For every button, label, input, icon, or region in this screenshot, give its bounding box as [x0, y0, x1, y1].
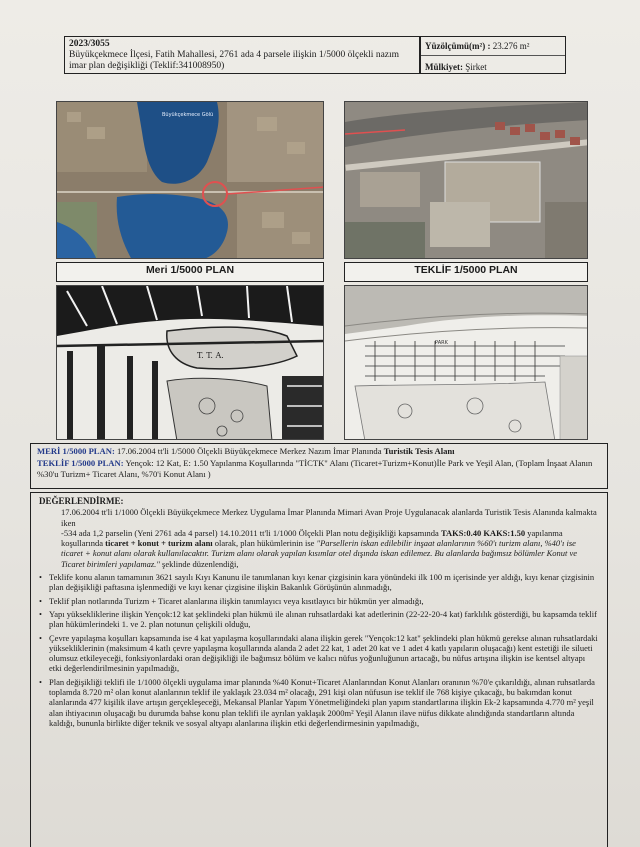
plan-summary-box: [30, 443, 608, 489]
existing-plan-map: [56, 285, 324, 440]
intro-functions: ticaret + konut + turizm alanı: [105, 538, 213, 549]
proposal-plan-caption: TEKLİF 1/5000 PLAN: [344, 262, 588, 282]
case-code: 2023/3055: [69, 39, 110, 49]
header-description-box: [64, 36, 420, 74]
existing-plan-tta-label: T. T. A.: [197, 351, 224, 360]
intro-line-2: -534 ada 1,2 parselin (Yeni 2761 ada 4 parsel) 14.10.2011 tt'li 1/1000 Ölçekli Plan notu değişikliği kapsamında: [61, 527, 439, 538]
proposal-plan-text: Yençok: 12 Kat, E: 1.50 Yapılanma Koşullarında "TİCTK" Alanı (Ticaret+Turizm+Konut)İle Park ve Yeşil Alan, (Toplam İnşaat Alanın %30'u Turizm+ Ticaret Alanı, %70'i Konut Alanı ): [37, 458, 593, 479]
area-row: [421, 37, 565, 55]
ownership-label: Mülkiyet:: [425, 62, 463, 72]
evaluation-box: [30, 492, 608, 847]
evaluation-bullet-plan-notes: • Teklif plan notlarında Turizm + Ticaret alanlarına ilişkin tanımlayıcı veya kısıtlayıcı bir hükmün yer almadığı,: [39, 596, 599, 606]
evaluation-title: DEĞERLENDİRME:: [39, 496, 124, 506]
existing-plan-caption: Meri 1/5000 PLAN: [56, 262, 324, 282]
proposal-park-label: PARK: [435, 340, 448, 346]
intro-line-1: 17.06.2004 tt'li 1/1000 Ölçekli Büyükçekmece Merkez Uygulama İmar Planında Mimari Avan Proje Uygulanacak alanlarda Turistik Tesis Alanında kalmakta iken: [61, 507, 597, 528]
ownership-value: Şirket: [465, 62, 487, 72]
evaluation-bullet-surroundings: • Çevre yapılaşma koşulları kapsamında ise 4 kat yapılaşma koşullarındaki alana ilişkin gerek "Yençok:12 kat" şeklindeki plan hükmü gerekse alınan ruhsatlardaki yüksekliklerinin (maksimum 4 katlı çevre yapılaşma koşullarında alanda 2 adet 22 kat, 1 adet 20 kat ve 1 adet 4 katlı yapıların oluşacağı) kent estetiği ile silueti olumsuz etkileyeceği, fonksiyonlardaki oran değişikliği ile bağımsız bölüm ve kalıcı nüfus yoğunluğunun artacağı, bu nüfus artışına ilişkin ise kentsel altyapı etki değerlendirilmesinin yapılmadığı,: [39, 633, 599, 674]
header-info-box: [420, 36, 566, 74]
intro-line-3: yapılanma koşullarında: [61, 527, 563, 549]
existing-plan-highlight: Turistik Tesis Alanı: [383, 446, 455, 456]
evaluation-bullet-building-height: • Yapı yüksekliklerine ilişkin Yençok:12 kat şeklindeki plan hükmü ile alınan ruhsatlardaki kat adetlerinin (22-22-20-4 kat) farklılık gösterdiği, bu kapsamda teklif plan hükümlerindeki 1. ve 2. plan notunun çelişkili olduğu,: [39, 609, 599, 630]
case-description: Büyükçekmece İlçesi, Fatih Mahallesi, 2761 ada 4 parsele ilişkin 1/5000 ölçekli nazım imar plan değişikliği (Teklif:341008950): [69, 50, 400, 71]
area-label: Yüzölçümü(m²) :: [425, 41, 491, 51]
ownership-row: [421, 55, 565, 76]
proposal-plan-row: [37, 458, 601, 480]
evaluation-bullet-coastline: • Teklife konu alanın tamamının 3621 sayılı Kıyı Kanunu ile tanımlanan kıyı kenar çizgisinin kara yönündeki ilk 100 m içerisinde yer aldığı, kıyı kenar çizgisinin plan değişikliği paftasına işlenmediği ve kıyı kenar çizgisine ilişkin Bakanlık Görüşünün alınmadığı,: [39, 572, 599, 593]
existing-plan-label: MERİ 1/5000 PLAN:: [37, 446, 115, 456]
existing-plan-text: 17.06.2004 tt'li 1/5000 Ölçekli Büyükçekmece Merkez Nazım İmar Planında: [116, 446, 382, 456]
lake-label: Büyükçekmece Gölü: [162, 112, 214, 118]
evaluation-bullet-population: • Plan değişikliği teklifi ile 1/1000 ölçekli uygulama imar planında %40 Konut+Ticaret Alanlarından Konut Alanları oranının %70'e çıkarıldığı, alınan ruhsatlarda toplamda 8.720 m² olan konut alanlarının teklif ile yaklaşık 23.034 m² olacağı, 291 kişi olan nüfusun ise teklif ile 768 kişiye çıkacağı, bu bakımdan konut alanlarında 477 kişilik ilave artışın gerçekleşeceği, Mekansal Planlar Yapım Yönetmeliğindeki plan yapım standartlarına ilişkin Ek-2 kapsamında 4.770 m² yeşil alan ihtiyacının oluşacağı bu durumda bahse konu plan teklifi ile ayrılan yaklaşık 2000m² Yeşil Alanın ilave nüfus dikkate alındığında standartların altında kaldığı, bununla birlikte diğer teknik ve sosyal altyapı alanlarına ilişkin etki değerlendirmesinin yapılmadığı,: [39, 677, 599, 728]
satellite-image-left: [56, 101, 324, 259]
existing-plan-row: [37, 446, 601, 457]
intro-line-4: olarak, plan hükümlerinin ise: [214, 538, 315, 549]
proposal-plan-label: TEKLİF 1/5000 PLAN:: [37, 458, 124, 468]
satellite-image-right: [344, 101, 588, 259]
intro-conditions: TAKS:0.40 KAKS:1.50: [440, 527, 526, 538]
evaluation-intro: [39, 507, 599, 569]
area-value: 23.276 m²: [492, 41, 530, 51]
proposal-plan-map: [344, 285, 588, 440]
intro-line-5: şeklinde düzenlendiği,: [162, 558, 239, 569]
intro-quote: "Parsellerin iskan edilebilir inşaat alanlarının %60'ı turizm alanı, %40'ı ise ticaret + konut alanı olarak kullanılacaktır. Turizm alanı olarak yapılan kısımlar otel dışında iskan edilemez. Bu alanlarda bağımsız bölümler Konut ve Ticaret birimleri yapılamaz.": [61, 538, 578, 569]
